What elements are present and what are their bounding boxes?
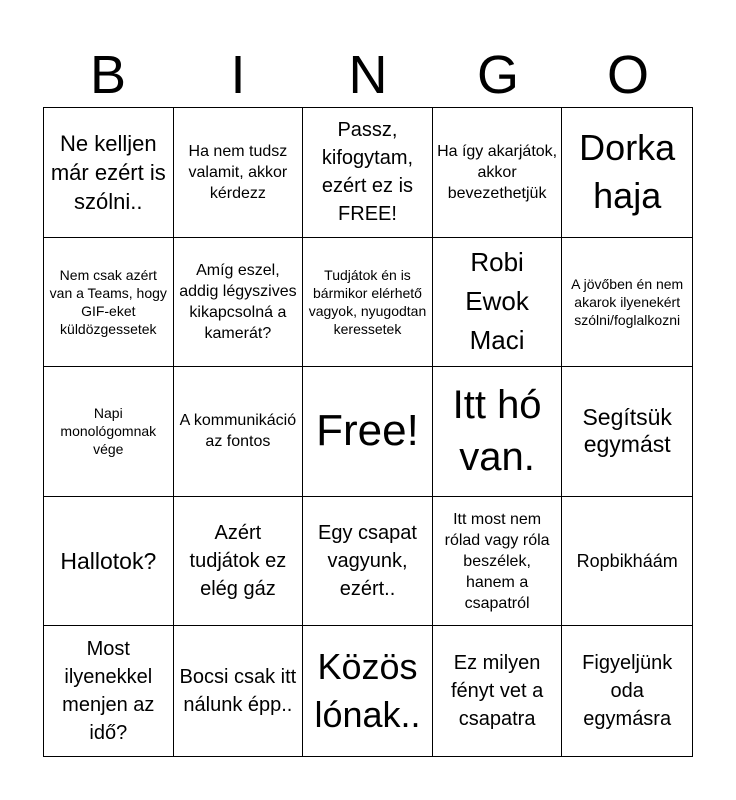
cell-text: Hallotok? (60, 547, 157, 574)
cell-text: Ne kelljen már ezért is szólni.. (50, 130, 166, 214)
bingo-cell[interactable] (303, 497, 433, 627)
bingo-cell[interactable] (562, 367, 692, 497)
cell-text: Nem csak azért van a Teams, hogy GIF-eket küldözgessetek (49, 266, 167, 337)
bingo-grid (43, 107, 693, 757)
header-letter-b: B (89, 45, 127, 105)
bingo-cell[interactable] (433, 626, 563, 756)
bingo-header (43, 38, 693, 108)
bingo-cell[interactable] (303, 108, 433, 238)
bingo-cell[interactable] (174, 626, 304, 756)
bingo-cell[interactable] (562, 626, 692, 756)
cell-text: Ha nem tudsz valamit, akkor kérdezz (188, 142, 288, 202)
cell-text: Most ilyenekkel menjen az idő? (62, 638, 155, 745)
cell-text: Dorka haja (579, 127, 676, 217)
bingo-cell[interactable] (433, 497, 563, 627)
cell-text: Tudjátok én is bármikor elérhető vagyok, nyugodtan keressetek (308, 266, 427, 337)
bingo-cell[interactable] (44, 367, 174, 497)
bingo-cell[interactable] (44, 626, 174, 756)
header-letter-n: N (348, 45, 388, 105)
cell-text: Amíg eszel, addig légyszives kikapcsolná a kamerát? (179, 261, 297, 342)
cell-text: Free! (316, 406, 419, 456)
bingo-cell[interactable] (174, 497, 304, 627)
cell-text: Közös lónak.. (314, 646, 421, 736)
cell-text: Itt most nem rólad vagy róla beszélek, hanem a csapatról (444, 510, 550, 612)
bingo-cell[interactable] (562, 108, 692, 238)
cell-text: Passz, kifogytam, ezért ez is FREE! (321, 119, 414, 226)
bingo-cell[interactable] (562, 497, 692, 627)
bingo-cell[interactable] (44, 108, 174, 238)
bingo-cell[interactable] (303, 626, 433, 756)
bingo-cell[interactable] (433, 367, 563, 497)
cell-text: Itt hó van. (452, 383, 542, 480)
bingo-cell[interactable] (174, 367, 304, 497)
cell-text: Ropbikháám (576, 551, 678, 572)
bingo-cell[interactable] (174, 108, 304, 238)
cell-text: A kommunikáció az fontos (179, 412, 297, 451)
bingo-cell[interactable] (303, 238, 433, 368)
bingo-cell[interactable] (562, 238, 692, 368)
header-letter-g: G (476, 45, 519, 105)
cell-text: Bocsi csak itt nálunk épp.. (179, 666, 297, 717)
header-letter-i: I (230, 45, 246, 105)
cell-text: Azért tudjátok ez elég gáz (189, 522, 287, 601)
bingo-cell[interactable] (433, 238, 563, 368)
cell-text: A jövőben én nem akarok ilyenekért szólni/foglalkozni (571, 275, 684, 328)
header-letter-o: O (606, 45, 649, 105)
cell-text: Ha így akarjátok, akkor bevezethetjük (437, 142, 558, 202)
free-space-cell[interactable] (303, 367, 433, 497)
cell-text: Ez milyen fényt vet a csapatra (450, 652, 544, 731)
bingo-cell[interactable] (174, 238, 304, 368)
bingo-cell[interactable] (44, 238, 174, 368)
bingo-cell[interactable] (44, 497, 174, 627)
cell-text: Napi monológomnak vége (60, 405, 157, 458)
cell-text: Egy csapat vagyunk, ezért.. (318, 522, 417, 601)
cell-text: Robi Ewok Maci (465, 247, 529, 356)
cell-text: Figyeljünk oda egymásra (582, 652, 673, 731)
bingo-cell[interactable] (433, 108, 563, 238)
cell-text: Segítsük egymást (582, 404, 672, 458)
